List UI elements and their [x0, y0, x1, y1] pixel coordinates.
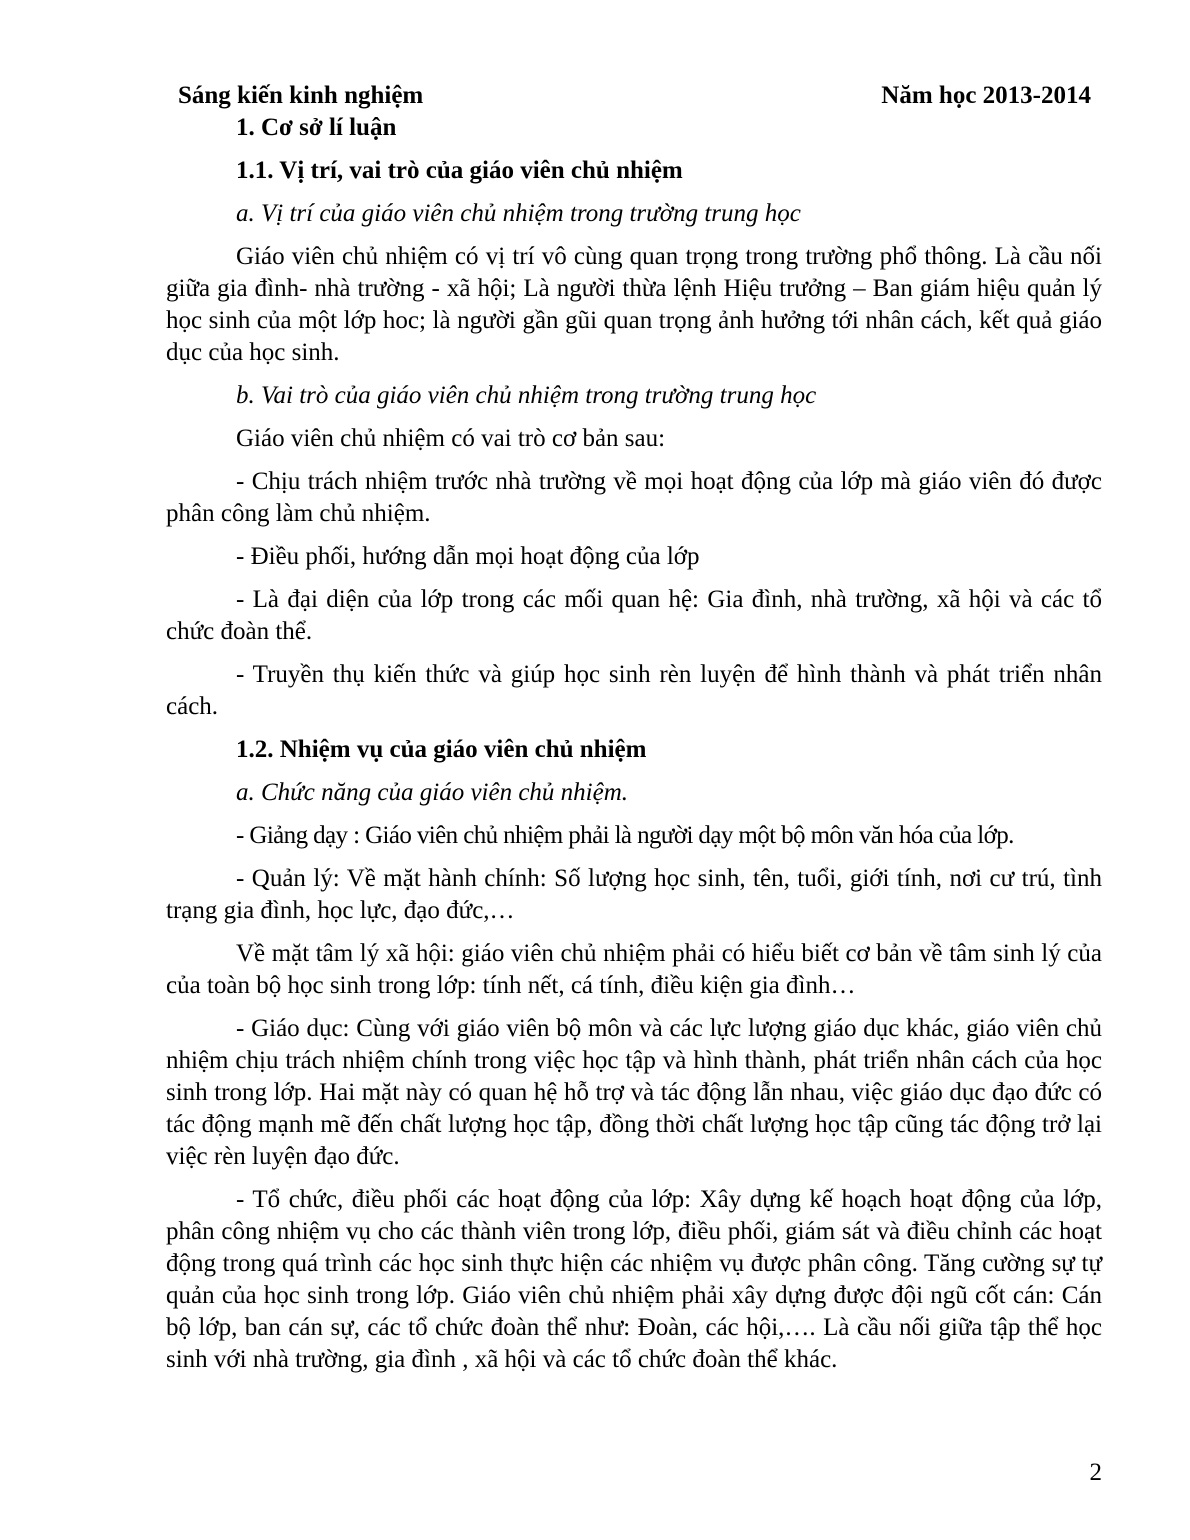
subheading-b-role: b. Vai trò của giáo viên chủ nhiệm trong trường trung học	[236, 382, 817, 409]
page-number: 2	[1089, 1459, 1102, 1486]
document-body	[166, 112, 1102, 1387]
list-item: - Quản lý: Về mặt hành chính: Số lượng học sinh, tên, tuổi, giới tính, nơi cư trú, tình trạng gia đình, học lực, đạo đức,…	[166, 865, 1102, 924]
page-header	[178, 80, 1091, 112]
section-heading-1: 1. Cơ sở lí luận	[236, 114, 397, 141]
header-title: Sáng kiến kinh nghiệm	[178, 82, 424, 109]
section-heading-1-1: 1.1. Vị trí, vai trò của giáo viên chủ nhiệm	[236, 157, 683, 184]
list-item: - Giáo dục: Cùng với giáo viên bộ môn và các lực lượng giáo dục khác, giáo viên chủ nhiệm chịu trách nhiệm chính trong việc học tập và hình thành, phát triển nhân cách của học sinh trong lớp. Hai mặt này có quan hệ hỗ trợ và tác động lẫn nhau, việc giáo dục đạo đức có tác động mạnh mẽ đến chất lượng học tập, đồng thời chất lượng học tập cũng tác động trở lại việc rèn luyện đạo đức.	[166, 1015, 1102, 1170]
subheading-a-function: a. Chức năng của giáo viên chủ nhiệm.	[236, 779, 629, 806]
list-item: - Điều phối, hướng dẫn mọi hoạt động của lớp	[236, 543, 700, 570]
subheading-a-position: a. Vị trí của giáo viên chủ nhiệm trong trường trung học	[236, 200, 801, 227]
list-item: - Là đại diện của lớp trong các mối quan hệ: Gia đình, nhà trường, xã hội và các tổ chức đoàn thể.	[166, 586, 1102, 645]
list-item: - Giảng dạy : Giáo viên chủ nhiệm phải là người dạy một bộ môn văn hóa của lớp.	[236, 822, 1014, 849]
header-school-year: Năm học 2013-2014	[881, 82, 1091, 109]
paragraph: Về mặt tâm lý xã hội: giáo viên chủ nhiệm phải có hiểu biết cơ bản về tâm sinh lý của của toàn bộ học sinh trong lớp: tính nết, cá tính, điều kiện gia đình…	[166, 940, 1102, 999]
paragraph: Giáo viên chủ nhiệm có vị trí vô cùng quan trọng trong trường phổ thông. Là cầu nối giữa gia đình- nhà trường - xã hội; Là người thừa lệnh Hiệu trưởng – Ban giám hiệu quản lý học sinh của một lớp hoc; là người gần gũi quan trọng ảnh hưởng tới nhân cách, kết quả giáo dục của học sinh.	[166, 243, 1102, 366]
list-item: - Chịu trách nhiệm trước nhà trường về mọi hoạt động của lớp mà giáo viên đó được phân công làm chủ nhiệm.	[166, 468, 1102, 527]
paragraph: Giáo viên chủ nhiệm có vai trò cơ bản sau:	[236, 425, 666, 452]
list-item: - Truyền thụ kiến thức và giúp học sinh rèn luyện để hình thành và phát triển nhân cách.	[166, 661, 1102, 720]
list-item: - Tổ chức, điều phối các hoạt động của lớp: Xây dựng kế hoạch hoạt động của lớp, phân công nhiệm vụ cho các thành viên trong lớp, điều phối, giám sát và điều chỉnh các hoạt động trong quá trình các học sinh thực hiện các nhiệm vụ được phân công. Tăng cường sự tự quản của học sinh trong lớp. Giáo viên chủ nhiệm phải xây dựng được đội ngũ cốt cán: Cán bộ lớp, ban cán sự, các tổ chức đoàn thể như: Đoàn, các hội,…. Là cầu nối giữa tập thể học sinh với nhà trường, gia đình , xã hội và các tổ chức đoàn thể khác.	[166, 1186, 1102, 1373]
section-heading-1-2: 1.2. Nhiệm vụ của giáo viên chủ nhiệm	[236, 736, 647, 763]
